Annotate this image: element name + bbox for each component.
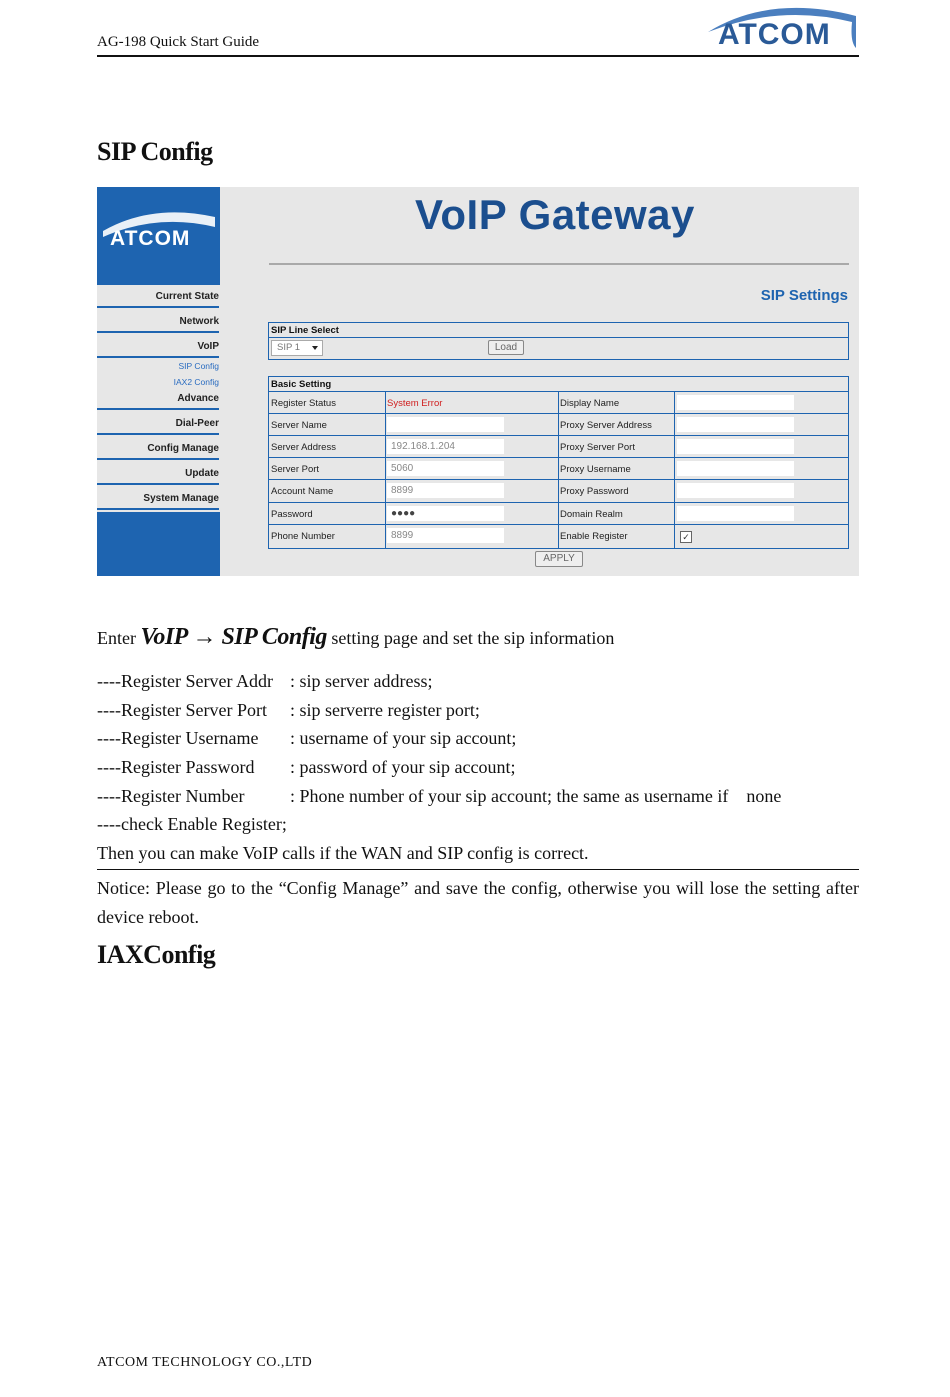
item-desc: : Phone number of your sip account; the same as username if none <box>290 786 782 806</box>
page-footer: ATCOM TECHNOLOGY CO.,LTD <box>97 1355 313 1370</box>
sidebar <box>97 285 220 576</box>
server-address-label: Server Address <box>271 442 336 453</box>
proxy-server-port-input[interactable] <box>677 439 794 454</box>
intro-before: Enter <box>97 628 141 648</box>
register-status-value: System Error <box>387 398 443 409</box>
divider <box>97 508 219 510</box>
item-desc: : username of your sip account; <box>290 728 517 748</box>
item-name: ----Register Username <box>97 728 259 748</box>
divider <box>97 306 219 308</box>
server-name-input[interactable] <box>387 417 504 432</box>
sip-line-select-panel <box>268 322 849 360</box>
intro-paragraph <box>97 624 614 651</box>
divider <box>97 433 219 435</box>
notice-rule <box>97 869 859 870</box>
divider <box>674 391 675 548</box>
voip-gateway-screenshot <box>97 187 859 576</box>
then-line: Then you can make VoIP calls if the WAN and SIP config is correct. <box>97 843 589 863</box>
sidebar-item-network[interactable]: Network <box>179 316 219 327</box>
display-name-input[interactable] <box>677 395 794 410</box>
header-rule <box>97 55 859 57</box>
load-button[interactable]: Load <box>488 340 524 355</box>
divider <box>97 331 219 333</box>
server-name-label: Server Name <box>271 420 327 431</box>
divider <box>97 408 219 410</box>
gateway-title: VoIP Gateway <box>415 191 695 238</box>
sidebar-item-config-manage[interactable]: Config Manage <box>147 443 219 454</box>
check-line: ----check Enable Register; <box>97 814 287 834</box>
title-rule <box>269 263 849 265</box>
sidebar-item-dial-peer[interactable]: Dial-Peer <box>175 418 219 429</box>
proxy-password-input[interactable] <box>677 483 794 498</box>
password-label: Password <box>271 509 313 520</box>
register-status-label: Register Status <box>271 398 336 409</box>
item-desc: : password of your sip account; <box>290 757 516 777</box>
item-desc: : sip server address; <box>290 671 433 691</box>
proxy-username-input[interactable] <box>677 461 794 476</box>
item-name: ----Register Password <box>97 757 255 777</box>
proxy-server-address-input[interactable] <box>677 417 794 432</box>
sidebar-item-update[interactable]: Update <box>185 468 219 479</box>
divider <box>269 337 848 338</box>
atcom-logo: ATCOM <box>718 18 831 51</box>
enable-register-label: Enable Register <box>560 531 628 542</box>
divider <box>385 391 386 548</box>
proxy-password-label: Proxy Password <box>560 486 629 497</box>
page-heading: SIP Settings <box>760 287 848 304</box>
gateway-logo <box>97 187 220 285</box>
notice-paragraph: Notice: Please go to the “Config Manage” and save the config, otherwise you will lose the setting after device reboot. <box>97 878 859 927</box>
divider <box>97 483 219 485</box>
sip-line-dropdown[interactable] <box>271 340 323 356</box>
enable-register-checkbox[interactable]: ✓ <box>680 531 692 543</box>
phone-number-label: Phone Number <box>271 531 335 542</box>
sidebar-item-system-manage[interactable]: System Manage <box>143 493 219 504</box>
phone-number-input[interactable]: 8899 <box>387 528 504 543</box>
password-input[interactable]: ●●●● <box>387 506 504 521</box>
divider <box>558 391 559 548</box>
divider <box>97 458 219 460</box>
document-title: AG-198 Quick Start Guide <box>97 34 260 50</box>
sip-line-select-heading: SIP Line Select <box>271 325 339 336</box>
section-title-sip-config: SIP Config <box>97 137 213 166</box>
server-port-input[interactable]: 5060 <box>387 461 504 476</box>
domain-realm-input[interactable] <box>677 506 794 521</box>
sidebar-subitem-iax2-config[interactable]: IAX2 Config <box>173 377 219 387</box>
proxy-server-address-label: Proxy Server Address <box>560 420 652 431</box>
sidebar-item-current-state[interactable]: Current State <box>155 291 219 302</box>
proxy-username-label: Proxy Username <box>560 464 631 475</box>
divider <box>97 356 219 358</box>
server-port-label: Server Port <box>271 464 320 475</box>
item-name: ----Register Number <box>97 786 245 806</box>
account-name-input[interactable]: 8899 <box>387 483 504 498</box>
basic-setting-heading: Basic Setting <box>271 379 332 390</box>
section-title-iax-config: IAXConfig <box>97 940 216 969</box>
menu-path: VoIP → SIP Config <box>140 624 327 650</box>
proxy-server-port-label: Proxy Server Port <box>560 442 635 453</box>
item-name: ----Register Server Addr <box>97 671 273 691</box>
server-address-input[interactable]: 192.168.1.204 <box>387 439 504 454</box>
item-desc: : sip serverre register port; <box>290 700 480 720</box>
display-name-label: Display Name <box>560 398 620 409</box>
sidebar-subitem-sip-config[interactable]: SIP Config <box>178 361 219 371</box>
sidebar-footer <box>97 512 220 576</box>
domain-realm-label: Domain Realm <box>560 509 623 520</box>
gateway-logo-text: ATCOM <box>110 227 191 250</box>
sidebar-item-voip[interactable]: VoIP <box>197 341 219 352</box>
account-name-label: Account Name <box>271 486 334 497</box>
chevron-down-icon <box>312 346 318 350</box>
basic-setting-panel <box>268 376 849 549</box>
item-name: ----Register Server Port <box>97 700 267 720</box>
sip-line-value: SIP 1 <box>277 342 301 353</box>
sidebar-item-advance[interactable]: Advance <box>177 393 219 404</box>
intro-after: setting page and set the sip information <box>326 628 615 648</box>
apply-button[interactable]: APPLY <box>535 551 583 567</box>
